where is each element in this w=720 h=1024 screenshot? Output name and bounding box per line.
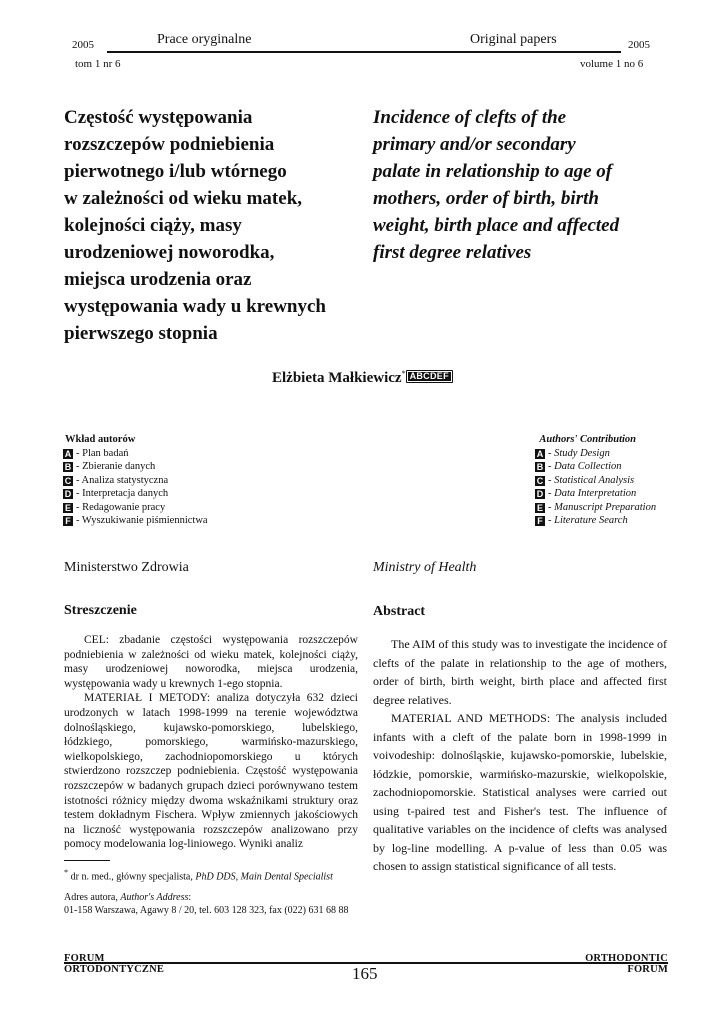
contrib-en-item xyxy=(535,514,636,528)
contrib-pl-text: - Interpretacja danych xyxy=(76,488,169,499)
contrib-en-item xyxy=(535,487,636,501)
contrib-pl xyxy=(63,433,283,528)
contrib-en-item xyxy=(535,474,636,488)
contrib-en-item xyxy=(535,460,636,474)
footnote-rule xyxy=(64,860,110,861)
address-colon: : xyxy=(188,892,192,903)
title-pl-line: pierwszego stopnia xyxy=(64,323,218,344)
abstract-pl-paragraph: MATERIAŁ I METODY: analiza dotyczyła 632 dzieci urodzonych w latach 1998-1999 na terenie województwa dolnośląskiego, kujawsko-pomorskiego, lubelskiego, łódzkiego, pomorskiego, warmińsko-mazurskiego, wielkopolskiego, zachodniopomorskiego u których stwierdzono rozszczep podniebienia. Częstość występowania rozszczepów w badanych grupach dzieci porównywano testem istotności różnicy między dwoma wskaźnikami struktury oraz testem dokładnym Fischera. Wpływ zmiennych jakościowych na liczność występowania rozszczepów analizowano przy pomocy modelowania log-liniowego. Wyniki analiz xyxy=(64,692,358,851)
title-pl-line: pierwotnego i/lub wtórnego xyxy=(64,161,287,182)
title-en-line: primary and/or secondary xyxy=(373,134,576,155)
contrib-en-letter-box: E xyxy=(536,502,543,513)
title-en-line: weight, birth place and affected xyxy=(373,215,620,236)
contrib-en-text: - Study Design xyxy=(548,447,610,459)
footer-right-journal xyxy=(520,953,668,975)
title-pl-line: w zależności od wieku matek, xyxy=(64,188,303,209)
contrib-pl-text: - Analiza statystyczna xyxy=(76,474,169,486)
footnote xyxy=(64,866,364,883)
header-rule xyxy=(107,51,621,53)
abstract-pl-body xyxy=(64,633,358,852)
contrib-pl-item xyxy=(63,460,283,474)
contrib-en-letter-box: D xyxy=(536,489,544,499)
contrib-pl-letter-box: D xyxy=(64,489,72,499)
footnote-marker: * xyxy=(64,868,69,877)
author-name: Elżbieta Małkiewicz xyxy=(272,370,402,386)
title-en-line: first degree relatives xyxy=(373,242,532,263)
footer-right-line1: ORTHODONTIC xyxy=(585,953,668,964)
contrib-en-letter-box: F xyxy=(535,516,545,526)
title-en-line: palate in relationship to age of xyxy=(373,161,613,182)
footer-right-line2: FORUM xyxy=(627,964,668,975)
author-address xyxy=(64,891,394,917)
contrib-pl-text: - Zbieranie danych xyxy=(76,461,156,472)
title-polish xyxy=(64,104,364,347)
page-number: 165 xyxy=(352,964,378,983)
footnote-text-en: PhD DDS, Main Dental Specialist xyxy=(195,871,333,883)
contrib-pl-letter-box: C xyxy=(64,475,72,486)
contrib-pl-item xyxy=(63,447,283,461)
abstract-pl-heading: Streszczenie xyxy=(64,603,137,618)
abstract-en-body xyxy=(373,635,667,876)
title-pl-line: rozszczepów podniebienia xyxy=(64,134,275,155)
title-english xyxy=(373,104,673,266)
contrib-pl-letter-box: A xyxy=(64,448,72,459)
abstract-en-paragraph: MATERIAL AND METHODS: The analysis included infants with a cleft of the palate born in 1998-1999 in voivodeship: dolnośląskie, kujawsko-pomorskie, lubelskie, łódzkie, pomorskie, warmińsko-mazurskie, wielkopolskie, zachodniopomorskie. Statistical analyses were carried out using t-paired test and Fisher's test. The influence of qualitative variables on the incidence of clefts was analysed by log-line modelling. A p-value of less than 0.05 was chosen to assign statistical significance of all tests. xyxy=(373,711,667,873)
contrib-pl-heading: Wkład autorów xyxy=(65,434,136,445)
contrib-en-list xyxy=(535,447,657,528)
contrib-en-text: - Manuscript Preparation xyxy=(548,501,657,513)
header-volume-en: volume 1 no 6 xyxy=(580,58,644,70)
contrib-en-letter-box: C xyxy=(536,475,544,486)
contrib-pl-letter-box: F xyxy=(63,516,73,526)
header-label-pl: Prace oryginalne xyxy=(157,32,252,47)
abstract-en-heading: Abstract xyxy=(373,604,426,619)
header-year-left: 2005 xyxy=(72,39,94,51)
contrib-en-item xyxy=(535,501,657,515)
contrib-pl-text: - Redagowanie pracy xyxy=(76,501,166,513)
address-label-en: Author's Address xyxy=(120,892,189,903)
contrib-en-text: - Data Interpretation xyxy=(548,488,637,499)
footer-left-line1: FORUM xyxy=(64,953,105,964)
contrib-en xyxy=(460,433,657,528)
contrib-pl-text: - Plan badań xyxy=(76,447,129,459)
affiliation-en: Ministry of Health xyxy=(373,560,477,575)
contrib-pl-item xyxy=(63,487,283,501)
header-label-en: Original papers xyxy=(470,32,557,47)
contrib-en-letter-box: B xyxy=(536,462,544,472)
contrib-en-text: - Data Collection xyxy=(548,461,622,472)
contrib-pl-item xyxy=(63,514,283,528)
title-pl-line: Częstość występowania xyxy=(64,107,253,128)
footer-left-journal xyxy=(64,953,164,975)
contrib-en-text: - Statistical Analysis xyxy=(548,474,635,486)
address-label-pl: Adres autora, xyxy=(64,892,121,903)
header-volume-pl: tom 1 nr 6 xyxy=(75,58,121,70)
title-pl-line: miejsca urodzenia oraz xyxy=(64,269,252,290)
title-pl-line: urodzeniowej noworodka, xyxy=(64,242,275,263)
abstract-pl-paragraph: CEL: zbadanie częstości występowania rozszczepów podniebienia w zależności od wieku matek, kolejności ciąży, masy urodzeniowej noworodka, miejsca urodzenia, występowania wady u krewnych 1-ego stopnia. xyxy=(64,634,358,690)
contrib-en-item xyxy=(535,447,636,461)
contrib-en-heading: Authors' Contribution xyxy=(539,434,636,445)
contrib-en-text: - Literature Search xyxy=(548,515,628,526)
title-en-line: Incidence of clefts of the xyxy=(373,107,567,128)
contrib-pl-item xyxy=(63,474,283,488)
contrib-pl-letter-box: B xyxy=(64,462,72,472)
author-line xyxy=(272,369,453,387)
author-contribution-badge: ABCDEF xyxy=(406,370,453,383)
footer-left-line2: ORTODONTYCZNE xyxy=(64,964,165,975)
address-text: 01-158 Warszawa, Agawy 8 / 20, tel. 603 128 323, fax (022) 631 68 88 xyxy=(64,905,349,916)
title-pl-line: występowania wady u krewnych xyxy=(64,296,326,317)
contrib-pl-item xyxy=(63,501,283,515)
contrib-pl-letter-box: E xyxy=(64,502,71,513)
contrib-pl-text: - Wyszukiwanie piśmiennictwa xyxy=(76,515,208,526)
contrib-pl-list xyxy=(63,447,283,528)
footnote-text-pl: dr n. med., główny specjalista, xyxy=(68,871,196,883)
title-en-line: mothers, order of birth, birth xyxy=(373,188,599,209)
contrib-en-letter-box: A xyxy=(536,448,544,459)
affiliation-pl: Ministerstwo Zdrowia xyxy=(64,560,189,575)
title-pl-line: kolejności ciąży, masy xyxy=(64,215,242,236)
header-year-right: 2005 xyxy=(628,39,650,51)
abstract-en-paragraph: The AIM of this study was to investigate the incidence of clefts of the palate in relationship to the age of mothers, order of birth, birth weight, birth place and affected first degree relatives. xyxy=(373,637,667,707)
author-marker: * xyxy=(401,369,406,378)
